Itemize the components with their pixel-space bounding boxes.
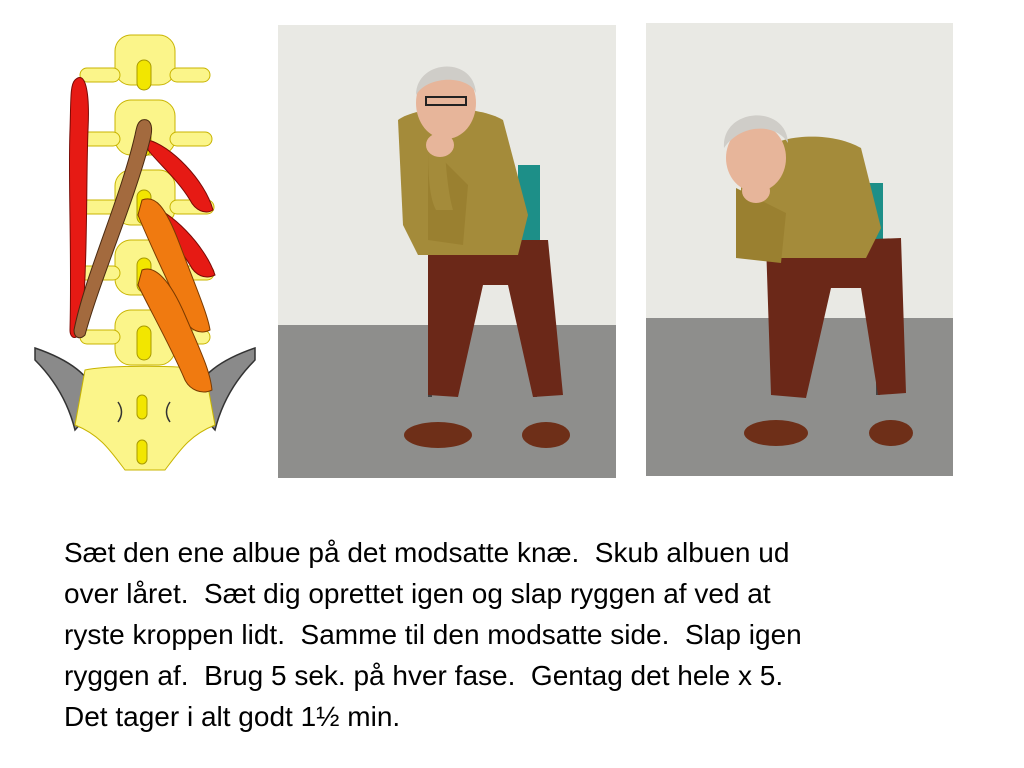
lumbar-spine-muscles-diagram [30,30,260,480]
seated-man-elbow-on-knee-photo [278,25,616,478]
seated-man-leaning-forward-photo [646,23,953,476]
instruction-text: Sæt den ene albue på det modsatte knæ. Skub albuen ud over låret. Sæt dig oprettet igen og slap ryggen af ved at ryste kroppen lidt. Samme til den modsatte side. Slap igen ryggen af. Brug 5 sek. på hver fase. Gentag det hele x 5. Det tager i alt godt 1½ min. [64,537,802,732]
